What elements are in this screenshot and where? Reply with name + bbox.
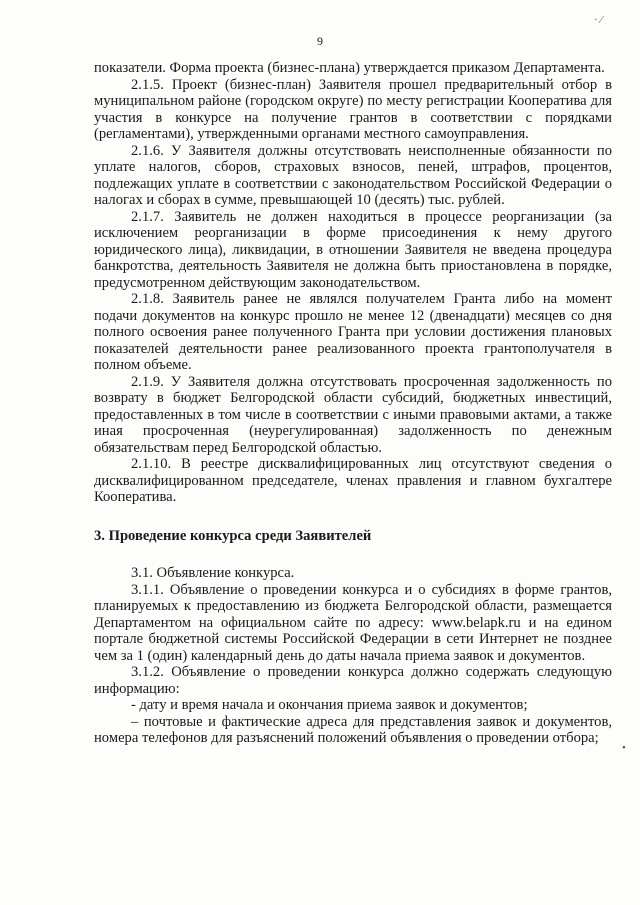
- page-number: 9: [317, 34, 323, 48]
- paragraph-2-1-5: 2.1.5. Проект (бизнес-план) Заявителя прошел предварительный отбор в муниципальном районе (городском округе) по месту регистрации Кооператива для участия в конкурсе на получение грантов в соответствии с порядками (регламентами), утвержденными органами местного самоуправления.: [94, 76, 612, 142]
- scan-speck: · ⁄: [594, 14, 603, 26]
- paragraph-2-1-6: 2.1.6. У Заявителя должны отсутствовать неисполненные обязанности по уплате налогов, сборов, страховых взносов, пеней, штрафов, процентов, подлежащих уплате в соответствии с законодательством Российской Федерации о налогах и сборах в сумме, превышающей 10 (десять) тыс. рублей.: [94, 142, 612, 208]
- list-item-dates: - дату и время начала и окончания приема заявок и документов;: [131, 697, 528, 713]
- paragraph-2-1-7: 2.1.7. Заявитель не должен находиться в процессе реорганизации (за исключением реорганизации в форме присоединения к нему другого юридического лица), ликвидации, в отношении Заявителя не введена процедура банкротства, деятельность Заявителя не должна быть приостановлена в порядке, предусмотренном действующим законодательством.: [94, 208, 612, 291]
- paragraph-2-1-8: 2.1.8. Заявитель ранее не являлся получателем Гранта либо на момент подачи документов на конкурс прошло не менее 12 (двенадцати) месяцев со дня полного освоения ранее полученного Гранта при условии достижения плановых показателей деятельности ранее реализованного проекта грантополучателя в полном объеме.: [94, 291, 612, 373]
- section-heading: 3. Проведение конкурса среди Заявителей: [94, 527, 372, 544]
- paragraph-2-1-10: 2.1.10. В реестре дисквалифицированных лиц отсутствуют сведения о дисквалифицированном председателе, членах правления и главном бухгалтере Кооператива.: [94, 456, 612, 505]
- paragraph-3-1-1: 3.1.1. Объявление о проведении конкурса и о субсидиях в форме грантов, планируемых к предоставлению из бюджета Белгородской области, размещается Департаментом на официальном сайте по адресу: www.belapk.ru и на едином портале бюджетной системы Российской Федерации в сети Интернет не позднее чем за 1 (один) календарный день до даты начала приема заявок и документов.: [94, 581, 612, 664]
- paragraph-3-1-2: 3.1.2. Объявление о проведении конкурса должно содержать следующую информацию:: [94, 664, 612, 697]
- paragraph-2-1-9: 2.1.9. У Заявителя должна отсутствовать просроченная задолженность по возврату в бюджет Белгородской области субсидий, бюджетных инвестиций, предоставленных в том числе в соответствии с иными правовыми актами, а также иная просроченная (неурегулированная) задолженность по денежным обязательствам перед Белгородской областью.: [94, 373, 612, 456]
- list-item-addresses: – почтовые и фактические адреса для представления заявок и документов, номера телефонов для разъяснений положений объявления о проведении отбора;: [94, 713, 612, 746]
- paragraph-continuation: показатели. Форма проекта (бизнес-плана) утверждается приказом Департамента.: [94, 60, 605, 76]
- paragraph-3-1: 3.1. Объявление конкурса.: [131, 565, 295, 581]
- document-body: [94, 60, 612, 747]
- scan-speck: •: [622, 742, 626, 754]
